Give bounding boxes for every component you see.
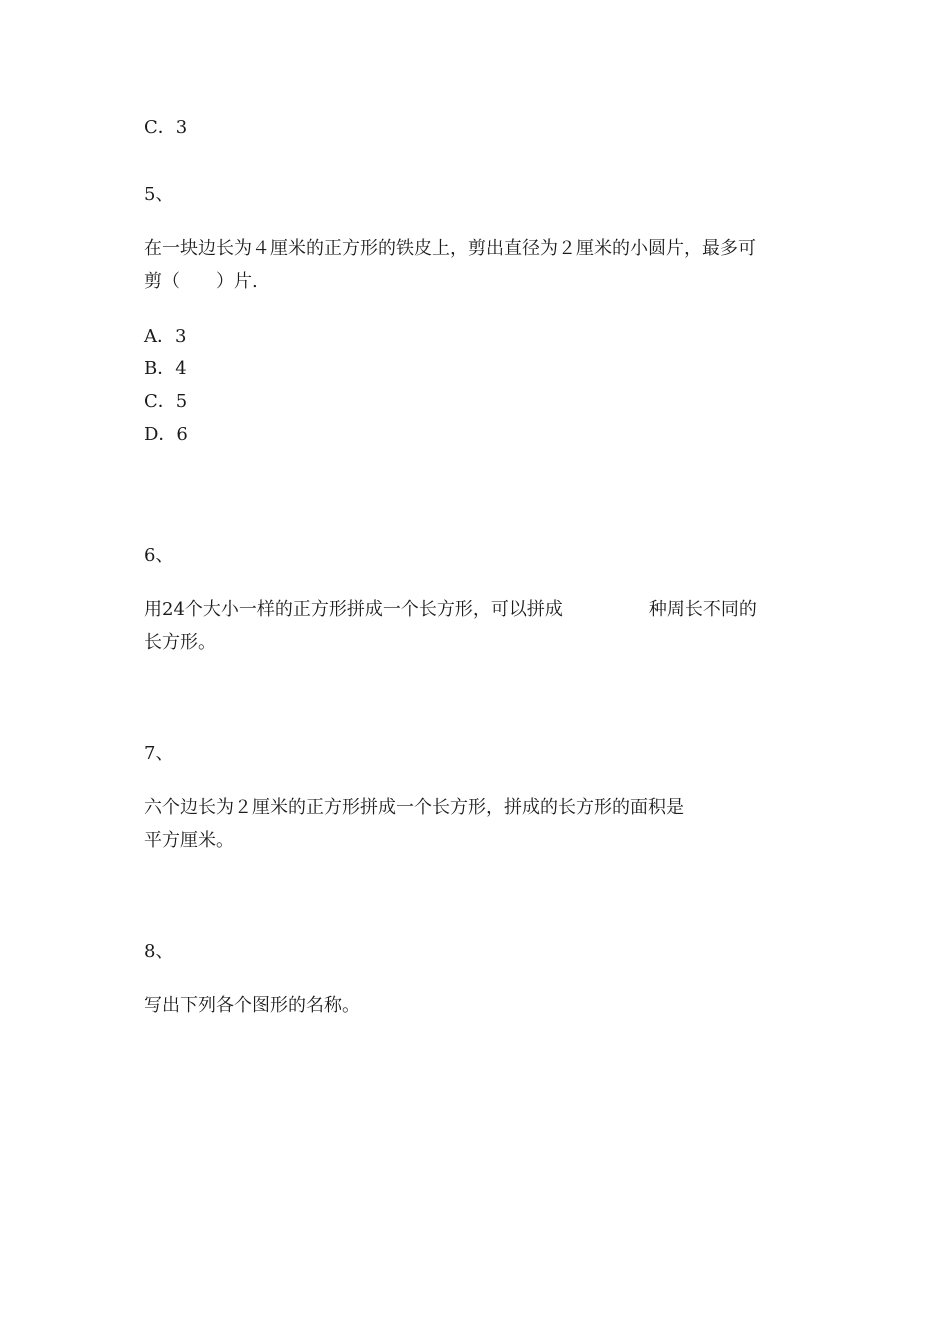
q6-stem-part2: 种周长不同的 [648, 599, 757, 620]
q8-stem: 写出下列各个图形的名称。 [144, 995, 360, 1016]
q6-number: 6、 [144, 545, 174, 566]
q5-option-c: C．5 [144, 391, 188, 412]
q8-number: 8、 [144, 941, 174, 962]
q7-stem-line1: 六个边长为２厘米的正方形拼成一个长方形，拼成的长方形的面积是 [144, 797, 684, 818]
q5-option-b: B．4 [144, 358, 187, 379]
q6-stem-line1 [144, 598, 757, 622]
q5-option-d: D．6 [144, 424, 188, 445]
q5-option-a: A．3 [144, 326, 187, 347]
q7-number: 7、 [144, 743, 174, 764]
q5-number: 5、 [144, 184, 174, 205]
q5-stem-line1: 在一块边长为４厘米的正方形的铁皮上，剪出直径为２厘米的小圆片，最多可 [144, 238, 756, 259]
q7-stem-line2: 平方厘米。 [144, 830, 234, 851]
q4-option-c: C．3 [144, 117, 188, 138]
q5-stem-line2: 剪（ ）片. [144, 271, 258, 292]
q6-stem-line2: 长方形。 [144, 632, 216, 653]
q6-stem-part1: 用24个大小一样的正方形拼成一个长方形，可以拼成 [144, 599, 563, 620]
